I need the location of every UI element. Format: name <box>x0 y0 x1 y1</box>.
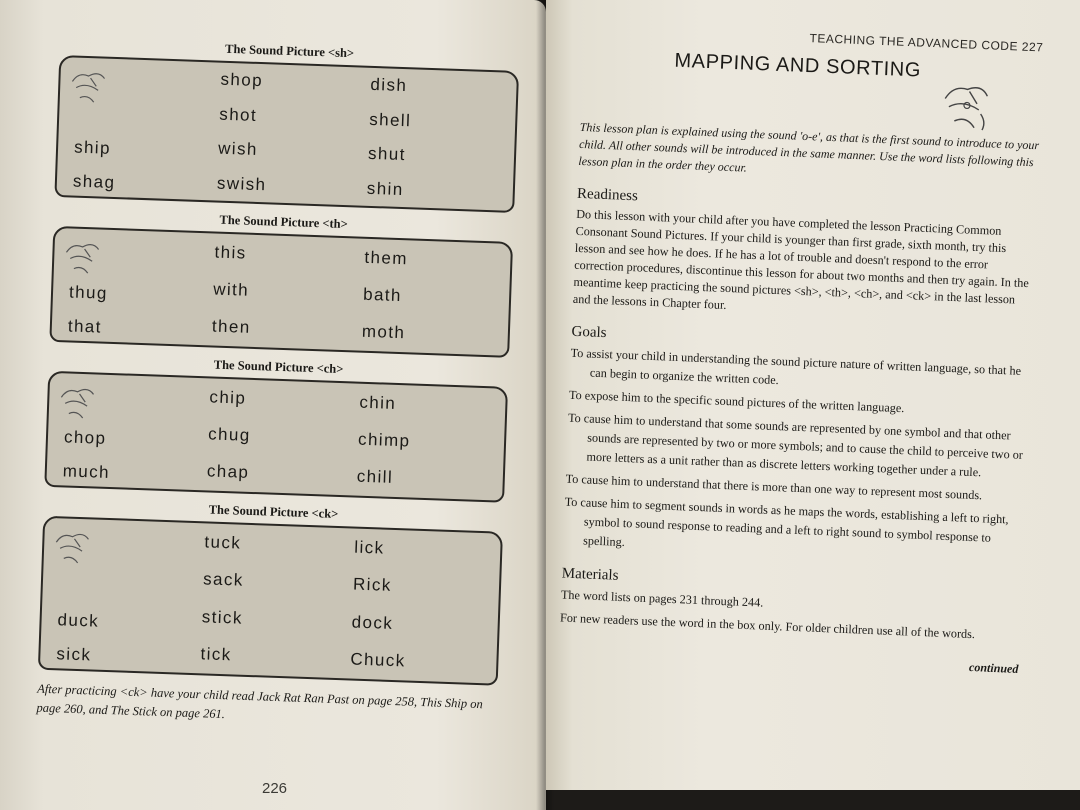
section-title-th: The Sound Picture <th> <box>219 212 348 232</box>
word-chip: chip <box>209 387 247 408</box>
right-page-content <box>558 22 1043 677</box>
word-shag: shag <box>72 171 116 193</box>
word-shut: shut <box>367 144 407 165</box>
word-stick: stick <box>201 607 244 628</box>
goal-item: To cause him to segment sounds in words as he maps the words, establishing a left to right, symbol to sound response to reading and a left to right sound to symbol response to spelling. <box>564 494 1009 550</box>
word-thug: thug <box>68 282 109 303</box>
word-box-sh <box>54 55 519 213</box>
heading-readiness: Readiness <box>576 185 639 205</box>
word-tuck: tuck <box>204 532 242 553</box>
word-this: this <box>214 242 247 263</box>
section-title-sh: The Sound Picture <sh> <box>224 41 355 61</box>
word-dock: dock <box>351 612 394 633</box>
word-sick: sick <box>56 644 92 665</box>
goal-item: To expose him to the specific sound pictures of the written language. <box>568 387 905 416</box>
word-much: much <box>62 461 111 483</box>
word-dish: dish <box>370 75 408 96</box>
word-bath: bath <box>362 284 403 306</box>
goal-item: To cause him to understand that some sounds are represented by one symbol and that other sounds are represented by two or more symbols; and to cause the child to perceive two or more letters as a unit rather than as discrete letters working together under a rule. <box>567 410 1024 480</box>
materials-item: The word lists on pages 231 through 244. <box>560 587 764 610</box>
word-shell: shell <box>368 109 412 131</box>
word-sack: sack <box>202 569 245 590</box>
word-that: that <box>67 316 103 337</box>
word-with: with <box>212 279 250 300</box>
page-number-left: 226 <box>262 780 288 797</box>
practice-caption: After practicing <ck> have your child read Jack Rat Ran Past on page 258, This Ship on page 260, and The Stick on page 261. <box>36 681 484 722</box>
running-head: TEACHING THE ADVANCED CODE 227 <box>809 31 1044 55</box>
word-shin: shin <box>366 178 404 199</box>
word-rick: Rick <box>352 574 393 596</box>
goal-item: To cause him to understand that there is more than one way to represent most sounds. <box>565 471 983 503</box>
intro-paragraph: This lesson plan is explained using the sound 'o-e', as that is the first sound to introduce to your child. All other sounds will be introduced in the same manner. Use the word lists following this lesson plan in the order they occur. <box>578 119 1040 175</box>
word-shop: shop <box>220 69 264 91</box>
word-chin: chin <box>359 392 397 413</box>
word-chuck: Chuck <box>350 649 406 671</box>
right-page <box>546 0 1080 790</box>
section-title-ck: The Sound Picture <ck> <box>208 502 339 521</box>
word-chimp: chimp <box>357 429 411 451</box>
word-ship: ship <box>73 137 112 158</box>
materials-item: For new readers use the word in the box only. For older children use all of the words. <box>559 610 976 642</box>
word-chill: chill <box>356 466 394 488</box>
goal-item: To assist your child in understanding the sound picture nature of written language, so that he can begin to organize the written code. <box>570 345 1022 388</box>
word-chug: chug <box>207 424 251 445</box>
heading-goals: Goals <box>571 323 607 342</box>
word-duck: duck <box>57 610 100 631</box>
word-shot: shot <box>219 104 258 125</box>
word-box-th <box>49 226 513 358</box>
rat-drawing-icon <box>936 76 996 136</box>
word-chop: chop <box>63 427 107 448</box>
word-chap: chap <box>206 461 250 483</box>
word-swish: swish <box>216 173 267 195</box>
readiness-text: Do this lesson with your child after you have completed the lesson Practicing Common Consonant Sound Pictures. If your child is younger than first grade, sixth month, try this lesson and see how he does. If he has a lot of trouble and doesn't respond to the error correction procedures, discontinue this lesson for about two months and then try again. In the meantime keep practicing the sound pictures <sh>, <th>, <ch>, and <ck> in the last lesson and the lessons in Chapter four. <box>572 206 1030 312</box>
word-moth: moth <box>361 322 406 343</box>
continued-label: continued <box>968 659 1019 676</box>
word-wish: wish <box>217 138 259 160</box>
word-them: them <box>364 247 409 268</box>
section-title-ch: The Sound Picture <ch> <box>213 357 344 377</box>
lesson-title: MAPPING AND SORTING <box>674 49 922 82</box>
word-box-ch <box>44 371 508 503</box>
left-page-content <box>36 36 520 734</box>
word-then: then <box>211 316 251 338</box>
heading-materials: Materials <box>561 565 619 584</box>
word-lick: lick <box>354 537 385 558</box>
word-box-ck <box>38 516 503 686</box>
word-tick: tick <box>200 644 232 665</box>
